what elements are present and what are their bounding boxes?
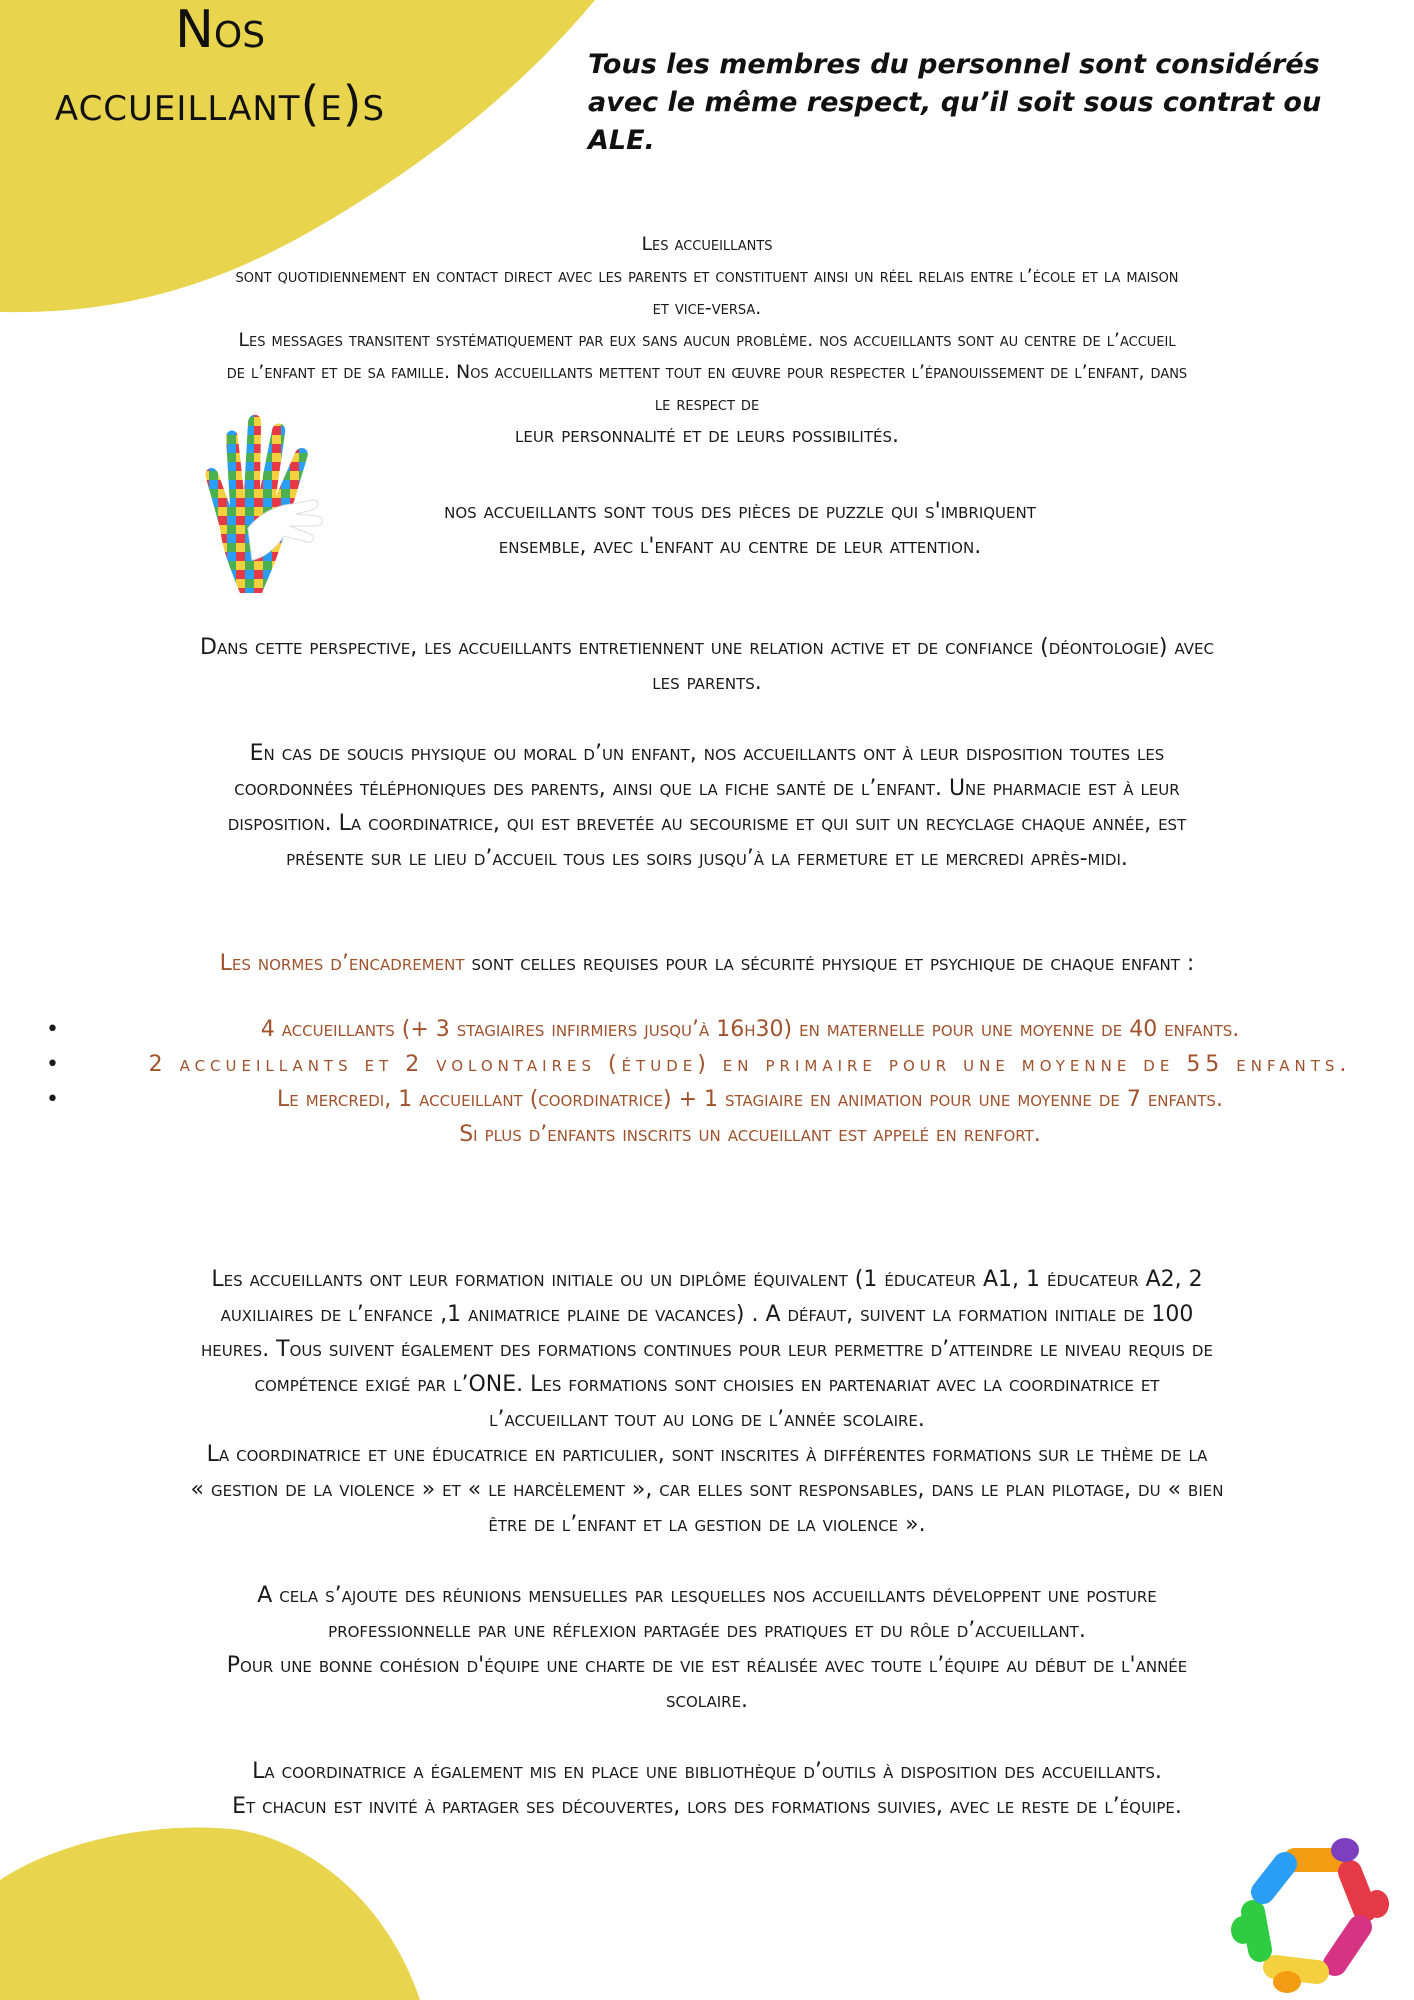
meetings-line: professionnelle par une réflexion partagée des pratiques et du rôle d’accueillant. [328, 1618, 1086, 1643]
puzzle-paragraph [300, 494, 1180, 564]
tagline-line1: Tous les membres du personnel sont considérés [588, 49, 1320, 80]
health-line: disposition. La coordinatrice, qui est brevetée au secourisme et qui suit un recyclage chaque année, est [227, 811, 1187, 836]
perspective-paragraph [30, 630, 1384, 700]
training-line: heures. Tous suivent également des formations continues pour leur permettre d’atteindre le niveau requis de [201, 1337, 1213, 1362]
training-line: auxiliaires de l’enfance ,1 animatrice plaine de vacances) . A défaut, suivent la formation initiale de 100 [220, 1302, 1194, 1327]
library-line: La coordinatrice a également mis en place une bibliothèque d’outils à disposition des accueillants. [252, 1759, 1162, 1784]
health-line: présente sur le lieu d’accueil tous les soirs jusqu’à la fermeture et le mercredi après-midi. [286, 846, 1128, 871]
meetings-line: scolaire. [665, 1688, 749, 1713]
norms-heading-rest: sont celles requises pour la sécurité physique et psychique de chaque enfant : [464, 951, 1195, 976]
perspective-line: les parents. [652, 670, 762, 695]
norms-heading [30, 946, 1384, 981]
intro-line: le respect de [654, 393, 760, 415]
norms-item-text: 4 accueillants (+ 3 stagiaires infirmiers jusqu’à 16h30) en maternelle pour une moyenne de 40 enfants. [260, 1017, 1240, 1042]
puzzle-line: nos accueillants sont tous des pièces de puzzle qui s'imbriquent [444, 499, 1036, 524]
intro-line: Les accueillants [641, 233, 773, 255]
health-paragraph [30, 736, 1384, 876]
norms-item-text-line2: Si plus d’enfants inscrits un accueillant est appelé en renfort. [459, 1122, 1041, 1147]
perspective-line: Dans cette perspective, les accueillants entretiennent une relation active et de confiance (déontologie) avec [200, 635, 1214, 660]
intro-line: Les messages transitent systématiquement par eux sans aucun problème. nos accueillants sont au centre de l’accueil [238, 329, 1176, 351]
training-line: être de l’enfant et la gestion de la violence ». [488, 1512, 926, 1537]
health-line: En cas de soucis physique ou moral d’un enfant, nos accueillants ont à leur disposition toutes les [249, 741, 1165, 766]
page-title-line2: accueillant(e)s [54, 76, 386, 132]
list-item [46, 1012, 1414, 1047]
puzzle-line: ensemble, avec l'enfant au centre de leur attention. [498, 534, 982, 559]
training-paragraph [30, 1262, 1384, 1542]
library-line: Et chacun est invité à partager ses découvertes, lors des formations suivies, avec le reste de l’équipe. [232, 1794, 1182, 1819]
page-title-line1: Nos [174, 0, 266, 60]
intro-line: et vice-versa. [652, 297, 762, 319]
norms-item-text: Le mercredi, 1 accueillant (coordinatrice) + 1 stagiaire en animation pour une moyenne de 7 enfants. [277, 1087, 1223, 1112]
intro-line: de l’enfant et de sa famille. Nos accueillants mettent tout en œuvre pour respecter l’épanouissement de l’enfant, dans [226, 361, 1188, 383]
health-line: coordonnées téléphoniques des parents, ainsi que la fiche santé de l’enfant. Une pharmacie est à leur [234, 776, 1180, 801]
training-line: compétence exigé par l’ONE. Les formations sont choisies en partenariat avec la coordinatrice et [254, 1372, 1160, 1397]
norms-item-text: 2 accueillants et 2 volontaires (étude) en primaire pour une moyenne de 55 enfants. [148, 1052, 1352, 1077]
training-line: l’accueillant tout au long de l’année scolaire. [489, 1407, 925, 1432]
list-item [46, 1047, 1414, 1082]
norms-heading-accent: Les normes d’encadrement [219, 951, 465, 976]
intro-line: sont quotidiennement en contact direct avec les parents et constituent ainsi un réel relais entre l’école et la maison [235, 265, 1179, 287]
tagline [588, 46, 1388, 160]
meetings-line: Pour une bonne cohésion d'équipe une charte de vie est réalisée avec toute l’équipe au début de l'année [226, 1653, 1188, 1678]
training-line: Les accueillants ont leur formation initiale ou un diplôme équivalent (1 éducateur A1, 1 éducateur A2, 2 [211, 1267, 1203, 1292]
yellow-blob-bottom [0, 1820, 430, 2000]
colorful-hands-circle-icon [1225, 1832, 1395, 1997]
intro-line: leur personnalité et de leurs possibilités. [515, 423, 899, 448]
meetings-line: A cela s’ajoute des réunions mensuelles par lesquelles nos accueillants développent une posture [257, 1583, 1157, 1608]
bullet-icon: • [46, 1087, 59, 1112]
training-line: « gestion de la violence » et « le harcèlement », car elles sont responsables, dans le plan pilotage, du « bien [190, 1477, 1224, 1502]
meetings-paragraph [30, 1578, 1384, 1718]
bullet-icon: • [46, 1017, 59, 1042]
norms-list [40, 1012, 1414, 1152]
tagline-line2: avec le même respect, qu’il soit sous contrat ou ALE. [588, 87, 1322, 156]
training-line: La coordinatrice et une éducatrice en particulier, sont inscrites à différentes formations sur le thème de la [206, 1442, 1208, 1467]
bullet-icon: • [46, 1052, 64, 1077]
list-item [46, 1082, 1414, 1152]
library-paragraph [30, 1754, 1384, 1824]
